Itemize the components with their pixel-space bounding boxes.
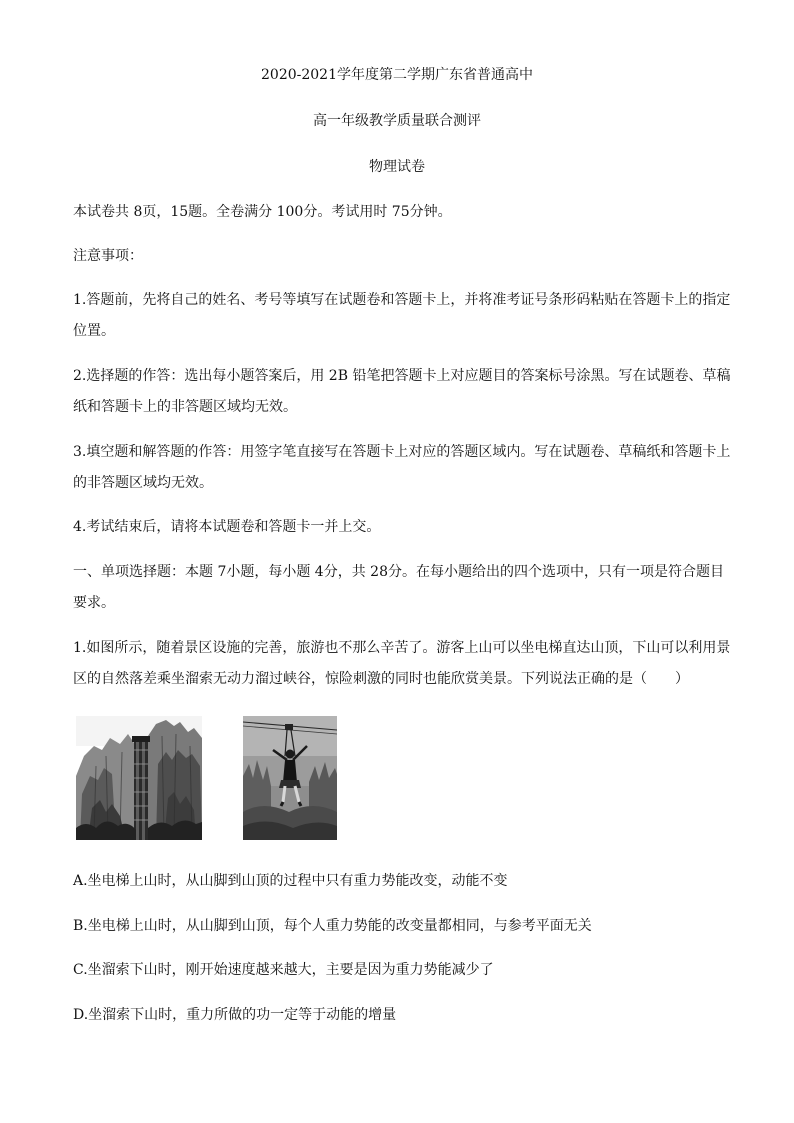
question-1-option-d: D.坐溜索下山时，重力所做的功一定等于动能的增量	[73, 1007, 397, 1023]
section-heading-line-1: 一、单项选择题：本题 7小题，每小题 4分，共 28分。在每小题给出的四个选项中，只有一项是符合题目	[73, 564, 724, 580]
question-1-option-a: A.坐电梯上山时，从山脚到山顶的过程中只有重力势能改变，动能不变	[73, 873, 508, 889]
notice-item-3-line-2: 的非答题区域均无效。	[73, 475, 213, 491]
question-1-option-b: B.坐电梯上山时，从山脚到山顶，每个人重力势能的改变量都相同，与参考平面无关	[73, 918, 592, 934]
question-1-stem-line-2: 区的自然落差乘坐溜索无动力溜过峡谷，惊险刺激的同时也能欣赏美景。下列说法正确的是（ ）	[73, 671, 689, 687]
notice-item-1-line-1: 1.答题前，先将自己的姓名、考号等填写在试题卷和答题卡上，并将准考证号条形码粘贴在答题卡上的指定	[73, 292, 731, 308]
exam-intro: 本试卷共 8页，15题。全卷满分 100分。考试用时 75分钟。	[73, 204, 452, 220]
exam-header-title: 2020-2021学年度第二学期广东省普通高中	[261, 67, 533, 83]
exam-subject-title: 物理试卷	[369, 159, 425, 175]
question-1-stem-line-1: 1.如图所示，随着景区设施的完善，旅游也不那么辛苦了。游客上山可以坐电梯直达山顶，下山可以利用景	[73, 640, 731, 656]
question-1-option-c: C.坐溜索下山时，刚开始速度越来越大，主要是因为重力势能减少了	[73, 962, 494, 978]
notice-item-3-line-1: 3.填空题和解答题的作答：用签字笔直接写在答题卡上对应的答题区域内。写在试题卷、草稿纸和答题卡上	[73, 444, 731, 460]
notice-title: 注意事项：	[73, 248, 143, 264]
notice-item-1-line-2: 位置。	[73, 323, 115, 339]
notice-item-4: 4.考试结束后，请将本试题卷和答题卡一并上交。	[73, 519, 381, 535]
exam-header-grade: 高一年级教学质量联合测评	[313, 113, 481, 129]
notice-item-2-line-2: 纸和答题卡上的非答题区域均无效。	[73, 399, 297, 415]
notice-item-2-line-1: 2.选择题的作答：选出每小题答案后，用 2B 铅笔把答题卡上对应题目的答案标号涂黑。写在试题卷、草稿	[73, 368, 731, 384]
section-heading-line-2: 要求。	[73, 595, 115, 611]
zipline-rider-photo	[243, 716, 337, 840]
cliff-elevator-photo	[76, 716, 202, 840]
